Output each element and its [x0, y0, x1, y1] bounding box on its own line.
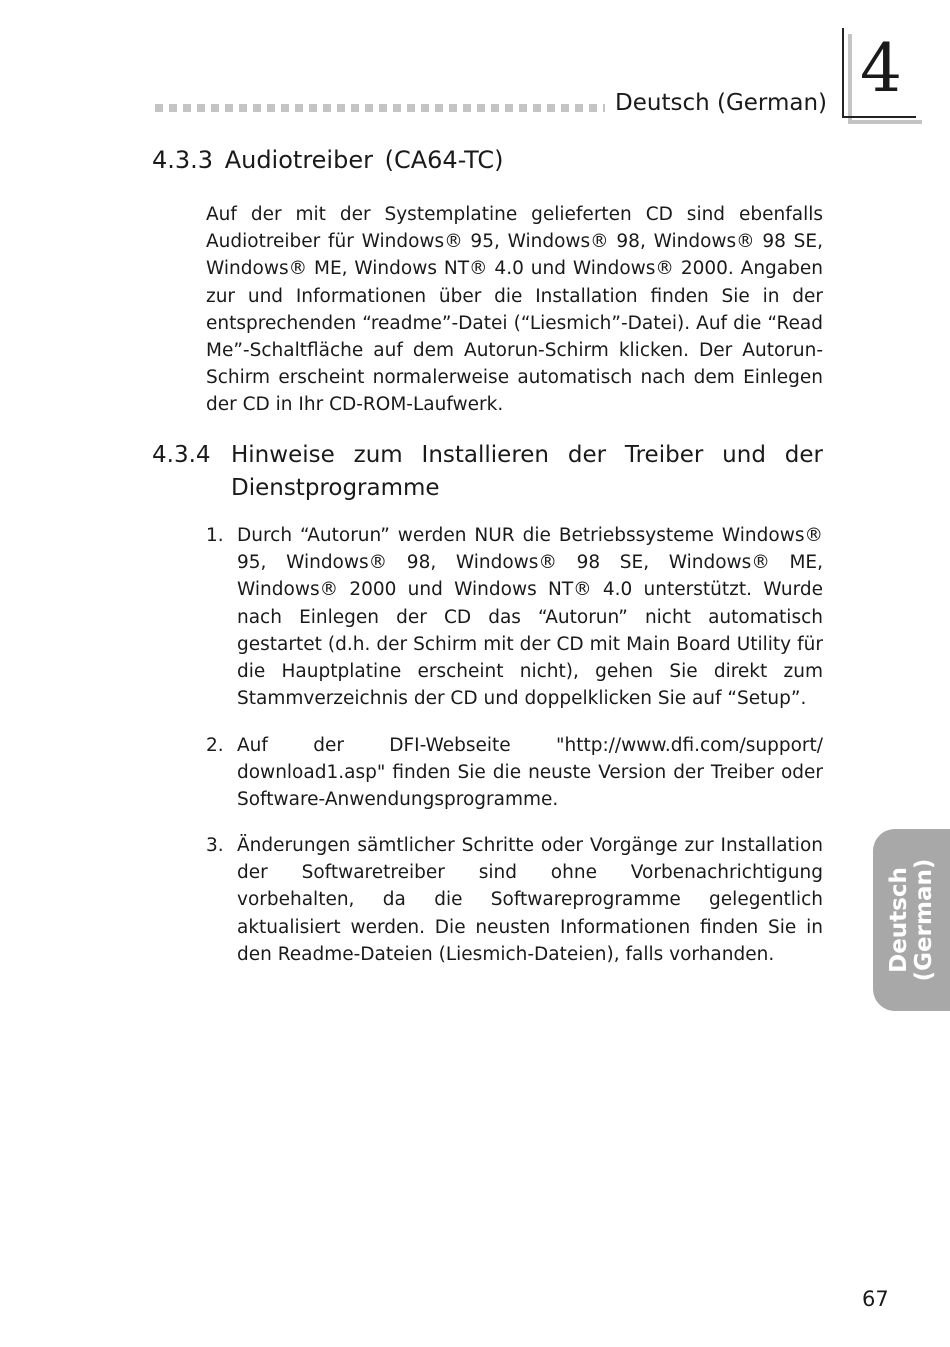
side-tab-line1: Deutsch — [885, 867, 912, 973]
section-434-number: 4.3.4 — [152, 442, 211, 468]
chapter-marker — [842, 28, 922, 124]
list-item — [206, 832, 823, 968]
header-dotted-rule — [155, 104, 605, 112]
header-title: Deutsch (German) — [615, 90, 828, 116]
section-heading-433: 4.3.3 Audiotreiber (CA64-TC) — [152, 146, 504, 174]
side-tab-line2: (German) — [910, 858, 937, 982]
list-item-text: Durch “Autorun” werden NUR die Betriebssysteme Windows® 95, Windows® 98, Windows® 98 SE, Windows® ME, Windows® 2000 und Windows NT® 4.0 unterstützt. Wurde nach Einlegen der CD das “Autorun” nicht automatisch gestartet (d.h. der Schirm mit der CD mit Main Board Utility für die Hauptplatine erscheint nicht), gehen Sie direkt zum Stammverzeichnis der CD und doppelklicken Sie auf “Setup”. — [237, 525, 823, 710]
chapter-number: 4 — [860, 30, 902, 107]
section-heading-434 — [152, 439, 823, 505]
list-item — [206, 732, 823, 814]
section-433-paragraph: Auf der mit der Systemplatine gelieferten CD sind ebenfalls Audiotreiber für Windows® 95, Windows® 98, Windows® 98 SE, Windows® ME, Windows NT® 4.0 und Windows® 2000. Angaben zur und Informationen über die Installation finden Sie in der entsprechenden “readme”-Datei (“Liesmich”-Datei). Auf die “Read Me”-Schaltfläche auf dem Autorun-Schirm klicken. Der Autorun-Schirm erscheint normalerweise automatisch nach dem Einlegen der CD in Ihr CD-ROM-Laufwerk. — [206, 204, 823, 416]
list-item-text: Auf der DFI-Webseite "http://www.dfi.com/support/ download1.asp" finden Sie die neuste Version der Treiber oder Software-Anwendungsprogramme. — [237, 735, 823, 811]
section-434-title: Hinweise zum Installieren der Treiber und der Dienstprogramme — [231, 442, 823, 501]
list-item — [206, 522, 823, 712]
list-item-text: Änderungen sämtlicher Schritte oder Vorgänge zur Installation der Softwaretreiber sind ohne Vorbenachrichtigung vorbehalten, da die Softwareprogramme gelegentlich aktualisiert werden. Die neusten Informationen finden Sie in den Readme-Dateien (Liesmich-Dateien), falls vorhanden. — [237, 835, 823, 965]
page-number: 67 — [862, 1287, 889, 1311]
list-item-number: 3. — [206, 835, 224, 856]
language-side-tab — [873, 829, 950, 1011]
list-item-number: 1. — [206, 525, 224, 546]
list-item-number: 2. — [206, 735, 224, 756]
